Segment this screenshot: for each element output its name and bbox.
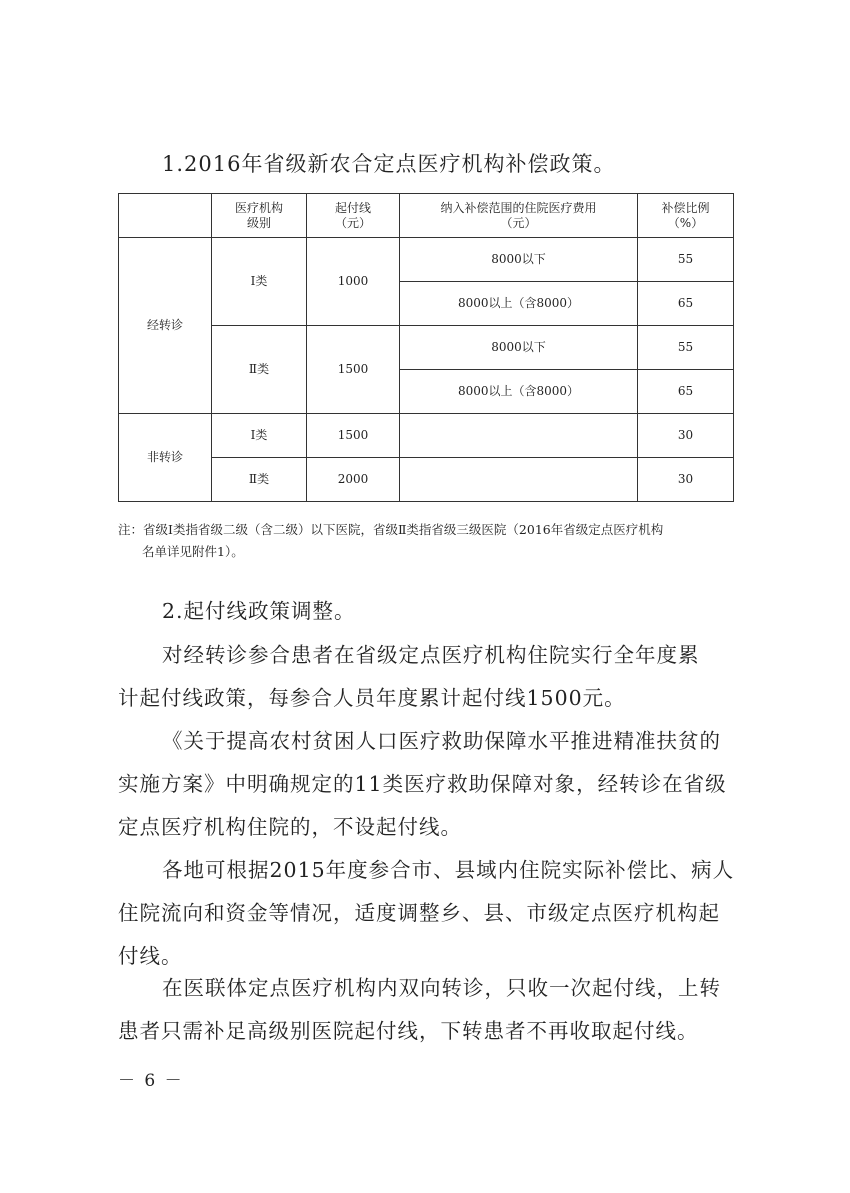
header-deductible: 起付线 （元）: [307, 194, 400, 238]
header-institution-level: 医疗机构 级别: [212, 194, 307, 238]
section-2-title: 2.起付线政策调整。: [162, 599, 356, 623]
level-cell: Ⅱ类: [212, 458, 307, 502]
page-number: － 6 －: [118, 1071, 184, 1091]
group-label-referred: 经转诊: [119, 238, 212, 414]
header-cost-range: 纳入补偿范围的住院医疗费用 （元）: [400, 194, 638, 238]
ratio-cell: 30: [638, 458, 734, 502]
range-cell: [400, 458, 638, 502]
deductible-cell: 1000: [307, 238, 400, 326]
level-cell: Ⅱ类: [212, 326, 307, 414]
paragraph-4: 在医联体定点医疗机构内双向转诊，只收一次起付线，上转 患者只需补足高级别医院起付线，下转患者不再收取起付线。: [118, 976, 721, 1043]
note-line-2: 名单详见附件1）。: [142, 544, 244, 559]
ratio-cell: 65: [638, 370, 734, 414]
paragraph-2: 《关于提高农村贫困人口医疗救助保障水平推进精准扶贫的 实施方案》中明确规定的11类医疗救助保障对象，经转诊在省级 定点医疗机构住院的，不设起付线。: [118, 729, 727, 839]
deductible-cell: 1500: [307, 414, 400, 458]
header-ratio: 补偿比例 （%）: [638, 194, 734, 238]
group-label-non-referred: 非转诊: [119, 414, 212, 502]
level-cell: Ⅰ类: [212, 414, 307, 458]
compensation-policy-table: [118, 193, 734, 502]
range-cell: 8000以下: [400, 326, 638, 370]
range-cell: 8000以下: [400, 238, 638, 282]
deductible-cell: 1500: [307, 326, 400, 414]
ratio-cell: 65: [638, 282, 734, 326]
deductible-cell: 2000: [307, 458, 400, 502]
table-row: [119, 458, 734, 502]
range-cell: [400, 414, 638, 458]
table-row: [119, 238, 734, 282]
paragraph-1: 对经转诊参合患者在省级定点医疗机构住院实行全年度累 计起付线政策，每参合人员年度累计起付线1500元。: [118, 643, 700, 710]
table-row: [119, 414, 734, 458]
table-note: [118, 519, 738, 563]
section-1-title: 1.2016年省级新农合定点医疗机构补偿政策。: [162, 152, 616, 176]
range-cell: 8000以上（含8000）: [400, 370, 638, 414]
table-header-row: [119, 194, 734, 238]
table-row: [119, 326, 734, 370]
ratio-cell: 55: [638, 326, 734, 370]
note-line-1: 注：省级Ⅰ类指省级二级（含二级）以下医院，省级Ⅱ类指省级三级医院（2016年省级定点医疗机构: [118, 522, 664, 537]
range-cell: 8000以上（含8000）: [400, 282, 638, 326]
header-blank: [119, 194, 212, 238]
level-cell: Ⅰ类: [212, 238, 307, 326]
ratio-cell: 55: [638, 238, 734, 282]
ratio-cell: 30: [638, 414, 734, 458]
paragraph-3: 各地可根据2015年度参合市、县域内住院实际补偿比、病人 住院流向和资金等情况，适度调整乡、县、市级定点医疗机构起 付线。: [118, 858, 735, 968]
